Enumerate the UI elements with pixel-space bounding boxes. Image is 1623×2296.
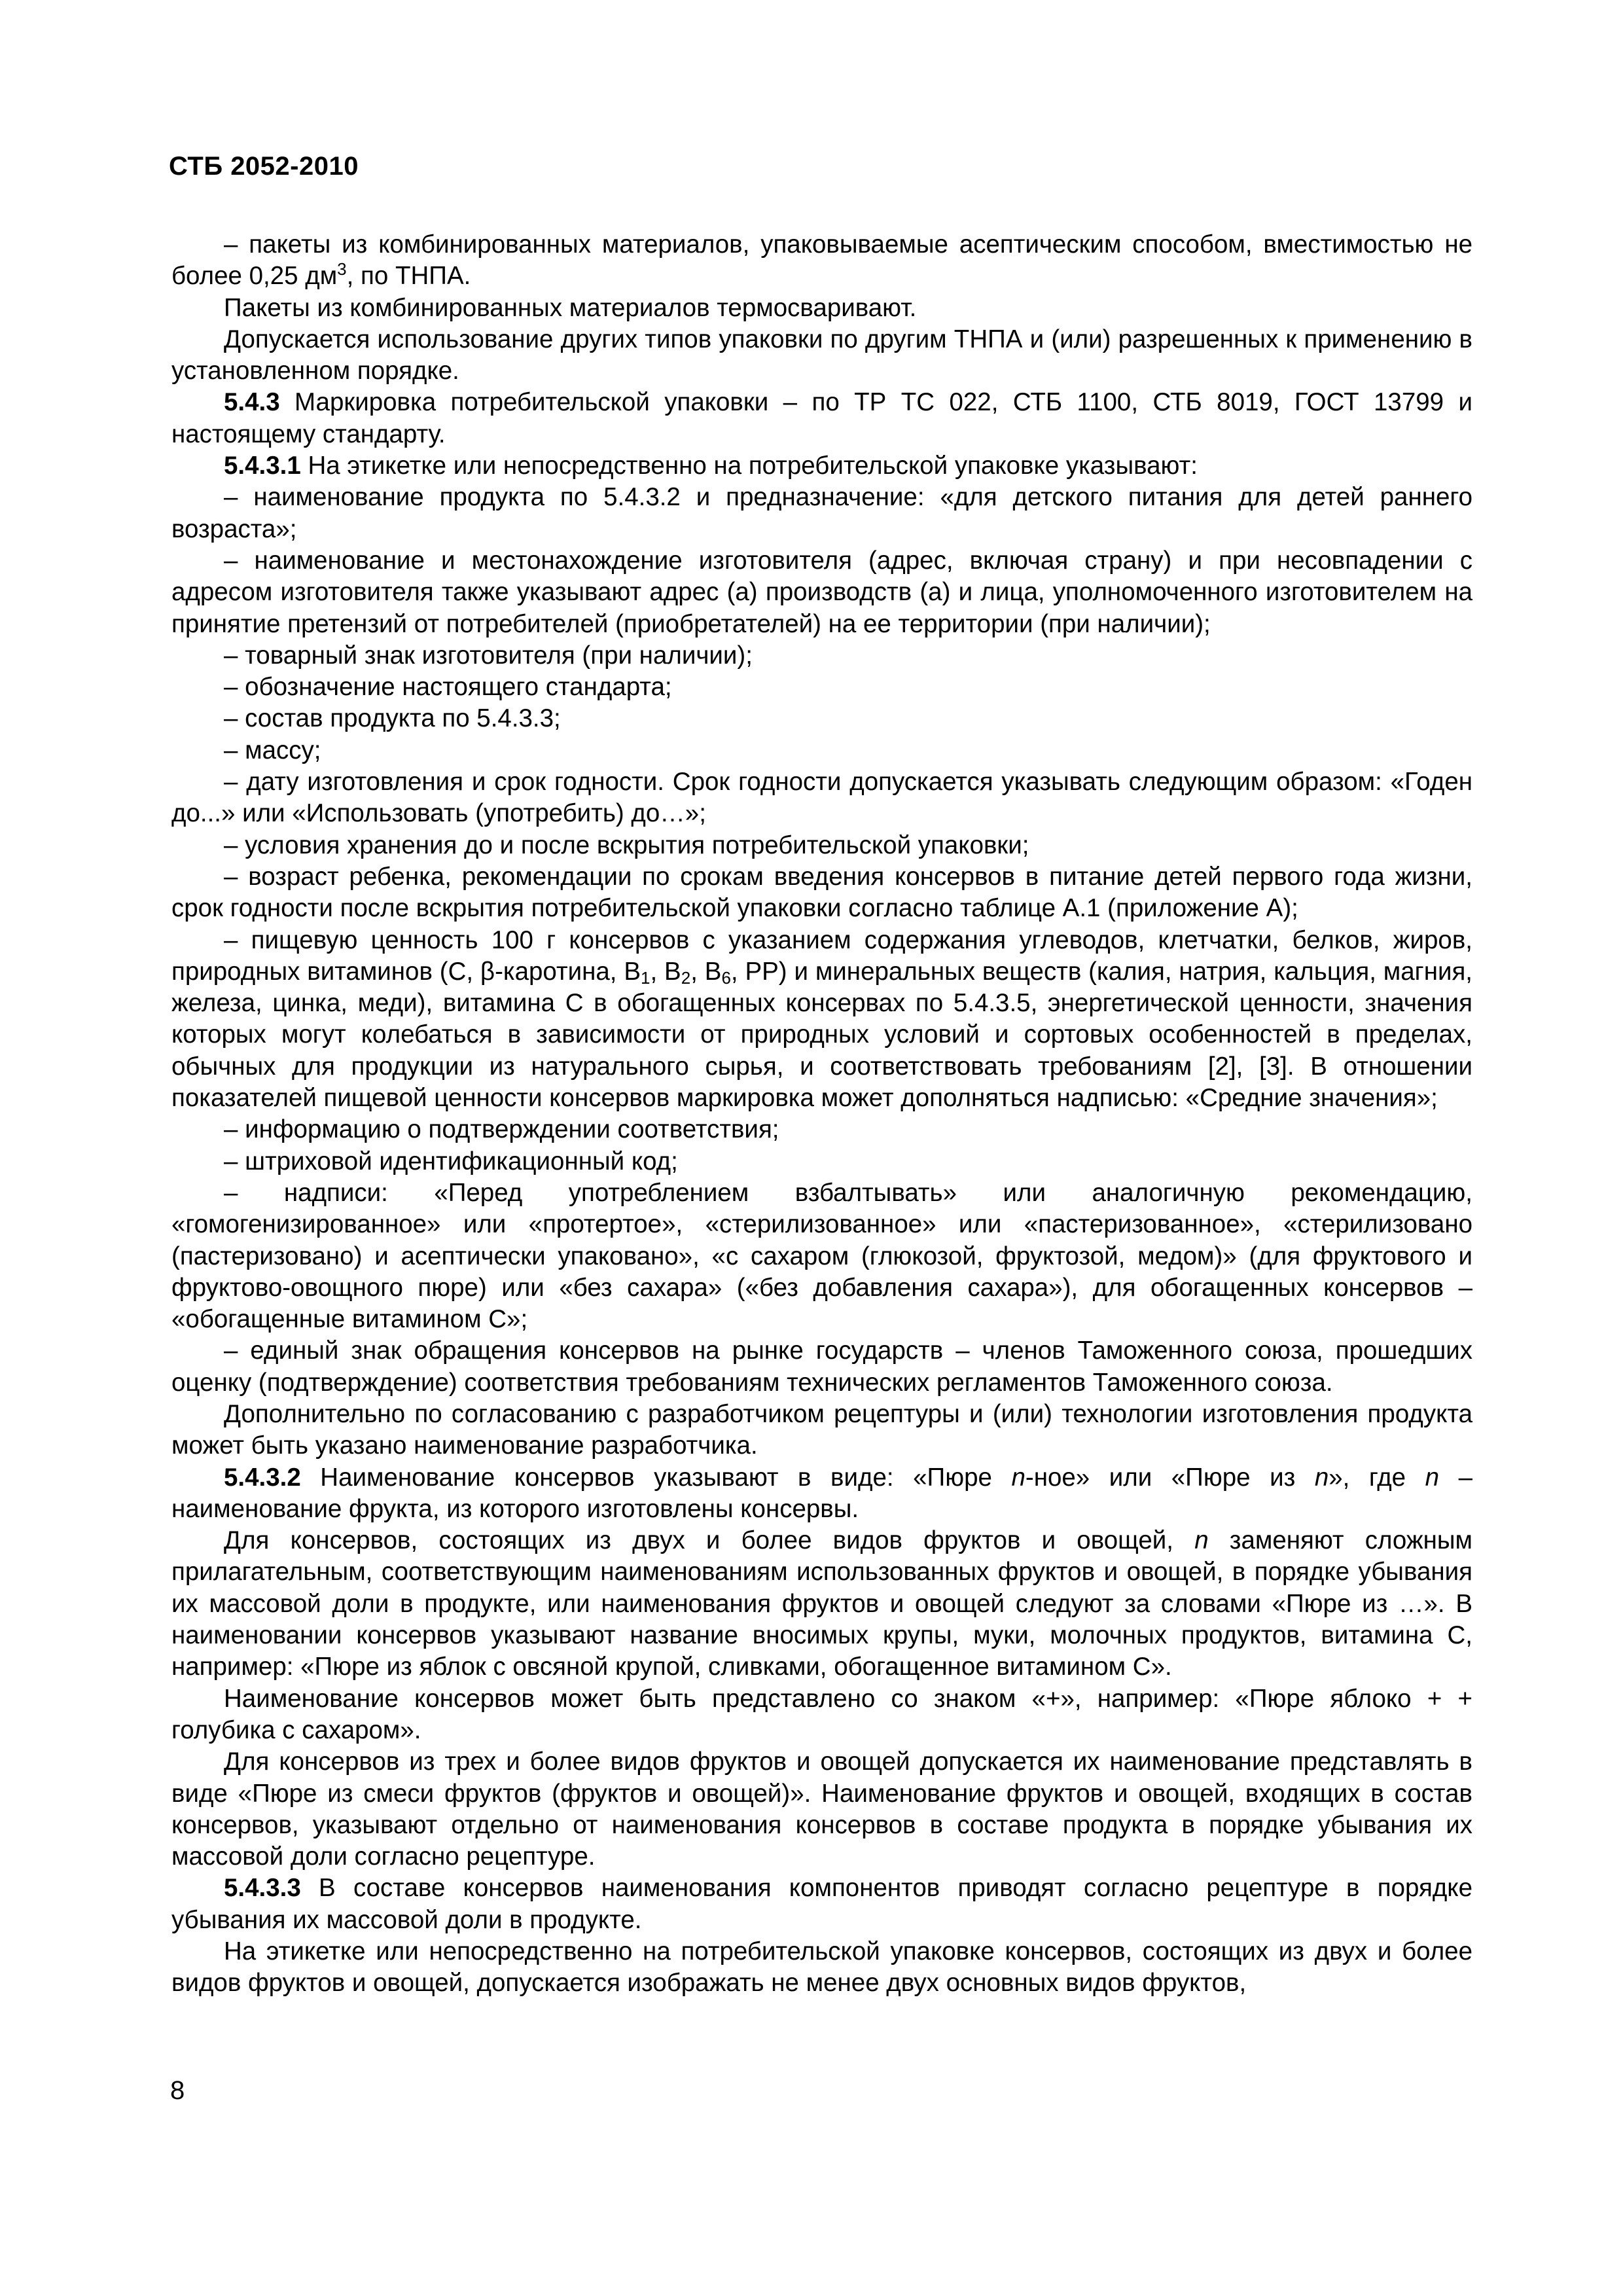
list-item: – наименование и местонахождение изготовителя (адрес, включая страну) и при несовпадении с адресом изготовителя также указывают адрес (а) производств (а) и лица, уполномоченного изготовителем на принятие претензий от потребителей (приобретателей) на ее территории (при наличии); <box>171 546 1472 638</box>
list-item: – наименование продукта по 5.4.3.2 и предназначение: «для детского питания для детей раннего возраста»; <box>171 483 1472 543</box>
list-item: – товарный знак изготовителя (при наличии); <box>224 641 753 670</box>
list-item: – единый знак обращения консервов на рынке государств – членов Таможенного союза, прошедших оценку (подтверждение) соответствия требованиям технических регламентов Таможенного союза. <box>171 1336 1472 1397</box>
paragraph: Для консервов из трех и более видов фруктов и овощей допускается их наименование представлять в виде «Пюре из смеси фруктов (фруктов и овощей)». Наименование фруктов и овощей, входящих в состав консервов, указывают отдельно от наименования консервов в составе продукта в порядке убывания их массовой доли согласно рецептуре. <box>171 1748 1472 1871</box>
list-item: – дату изготовления и срок годности. Срок годности допускается указывать следующим образом: «Годен до...» или «Использовать (употребить) до…»; <box>171 768 1472 828</box>
list-item: – условия хранения до и после вскрытия потребительской упаковки; <box>224 831 1029 859</box>
paragraph: – пакеты из комбинированных материалов, упаковываемые асептическим способом, вместимостью не более 0,25 $дм^3$, по ТНПА. <box>171 230 1472 291</box>
clause-5-4-3-3: 5.4.3.3 В составе консервов наименования компонентов приводят согласно рецептуре в порядке убывания их массовой доли в продукте. <box>171 1874 1472 1934</box>
list-item: – пищевую ценность 100 г консервов с указанием содержания углеводов, клетчатки, белков, жиров, природных витаминов (С, β-каротина, $В_1$, $В_2$, $В_6$, РР) и минеральных веществ (калия, натрия, кальция, магния, железа, цинка, меди), витамина С в обогащенных консервах по 5.4.3.5, энергетической ценности, значения которых могут колебаться в зависимости от природных условий и сортовых особенностей в пределах, обычных для продукции из натурального сырья, и соответствовать требованиям [2], [3]. В отношении показателей пищевой ценности консервов маркировка может дополняться надписью: «Средние значения»; <box>171 925 1473 1113</box>
clause-5-4-3-1: 5.4.3.1 На этикетке или непосредственно на потребительской упаковке указывают: <box>224 452 1198 480</box>
paragraph: На этикетке или непосредственно на потребительской упаковке консервов, состоящих из двух и более видов фруктов и овощей, допускается изображать не менее двух основных видов фруктов, <box>171 1937 1472 1998</box>
paragraph: Наименование консервов может быть представлено со знаком «+», например: «Пюре яблоко + + голубика с сахаром». <box>171 1684 1472 1744</box>
list-item: – информацию о подтверждении соответствия; <box>224 1115 779 1144</box>
clause-number: 5.4.3.1 <box>224 452 301 480</box>
document-code-header: СТБ 2052-2010 <box>169 152 359 181</box>
list-item: – обозначение настоящего стандарта; <box>224 673 672 702</box>
list-item: – состав продукта по 5.4.3.3; <box>224 704 561 733</box>
clause-5-4-3-2: 5.4.3.2 Наименование консервов указывают в виде: «Пюре n-ное» или «Пюре из n», где n – наименование фрукта, из которого изготовлены консервы. <box>171 1463 1473 1523</box>
clause-5-4-3: 5.4.3 Маркировка потребительской упаковки – по ТР ТС 022, СТБ 1100, СТБ 8019, ГОСТ 13799 и настоящему стандарту. <box>171 388 1472 448</box>
page-number: 8 <box>170 2076 185 2105</box>
paragraph: Дополнительно по согласованию с разработчиком рецептуры и (или) технологии изготовления продукта может быть указано наименование разработчика. <box>171 1399 1472 1460</box>
clause-number: 5.4.3.2 <box>224 1463 301 1492</box>
paragraph: Пакеты из комбинированных материалов термосваривают. <box>224 293 917 322</box>
list-item: – штриховой идентификационный код; <box>224 1147 678 1175</box>
document-body <box>171 229 1472 2000</box>
clause-number: 5.4.3.3 <box>224 1874 301 1903</box>
list-item: – массу; <box>224 736 321 764</box>
paragraph: Допускается использование других типов упаковки по другим ТНПА и (или) разрешенных к применению в установленном порядке. <box>171 325 1472 386</box>
clause-number: 5.4.3 <box>224 388 280 417</box>
list-item: – надписи: «Перед употреблением взбалтывать» или аналогичную рекомендацию, «гомогенизированное» или «протертое», «стерилизованное» или «пастеризованное», «стерилизовано (пастеризовано) и асептически упаковано», «с сахаром (глюкозой, фруктозой, медом)» (для фруктового и фруктово-овощного пюре) или «без сахара» («без добавления сахара»), для обогащенных консервов – «обогащенные витамином С»; <box>171 1178 1472 1334</box>
paragraph: Для консервов, состоящих из двух и более видов фруктов и овощей, n заменяют сложным прилагательным, соответствующим наименованиям использованных фруктов и овощей, в порядке убывания их массовой доли в продукте, или наименования фруктов и овощей следуют за словами «Пюре из …». В наименовании консервов указывают название вносимых крупы, муки, молочных продуктов, витамина С, например: «Пюре из яблок с овсяной крупой, сливками, обогащенное витамином С». <box>171 1526 1472 1681</box>
list-item: – возраст ребенка, рекомендации по срокам введения консервов в питание детей первого года жизни, срок годности после вскрытия потребительской упаковки согласно таблице А.1 (приложение А); <box>171 862 1472 923</box>
